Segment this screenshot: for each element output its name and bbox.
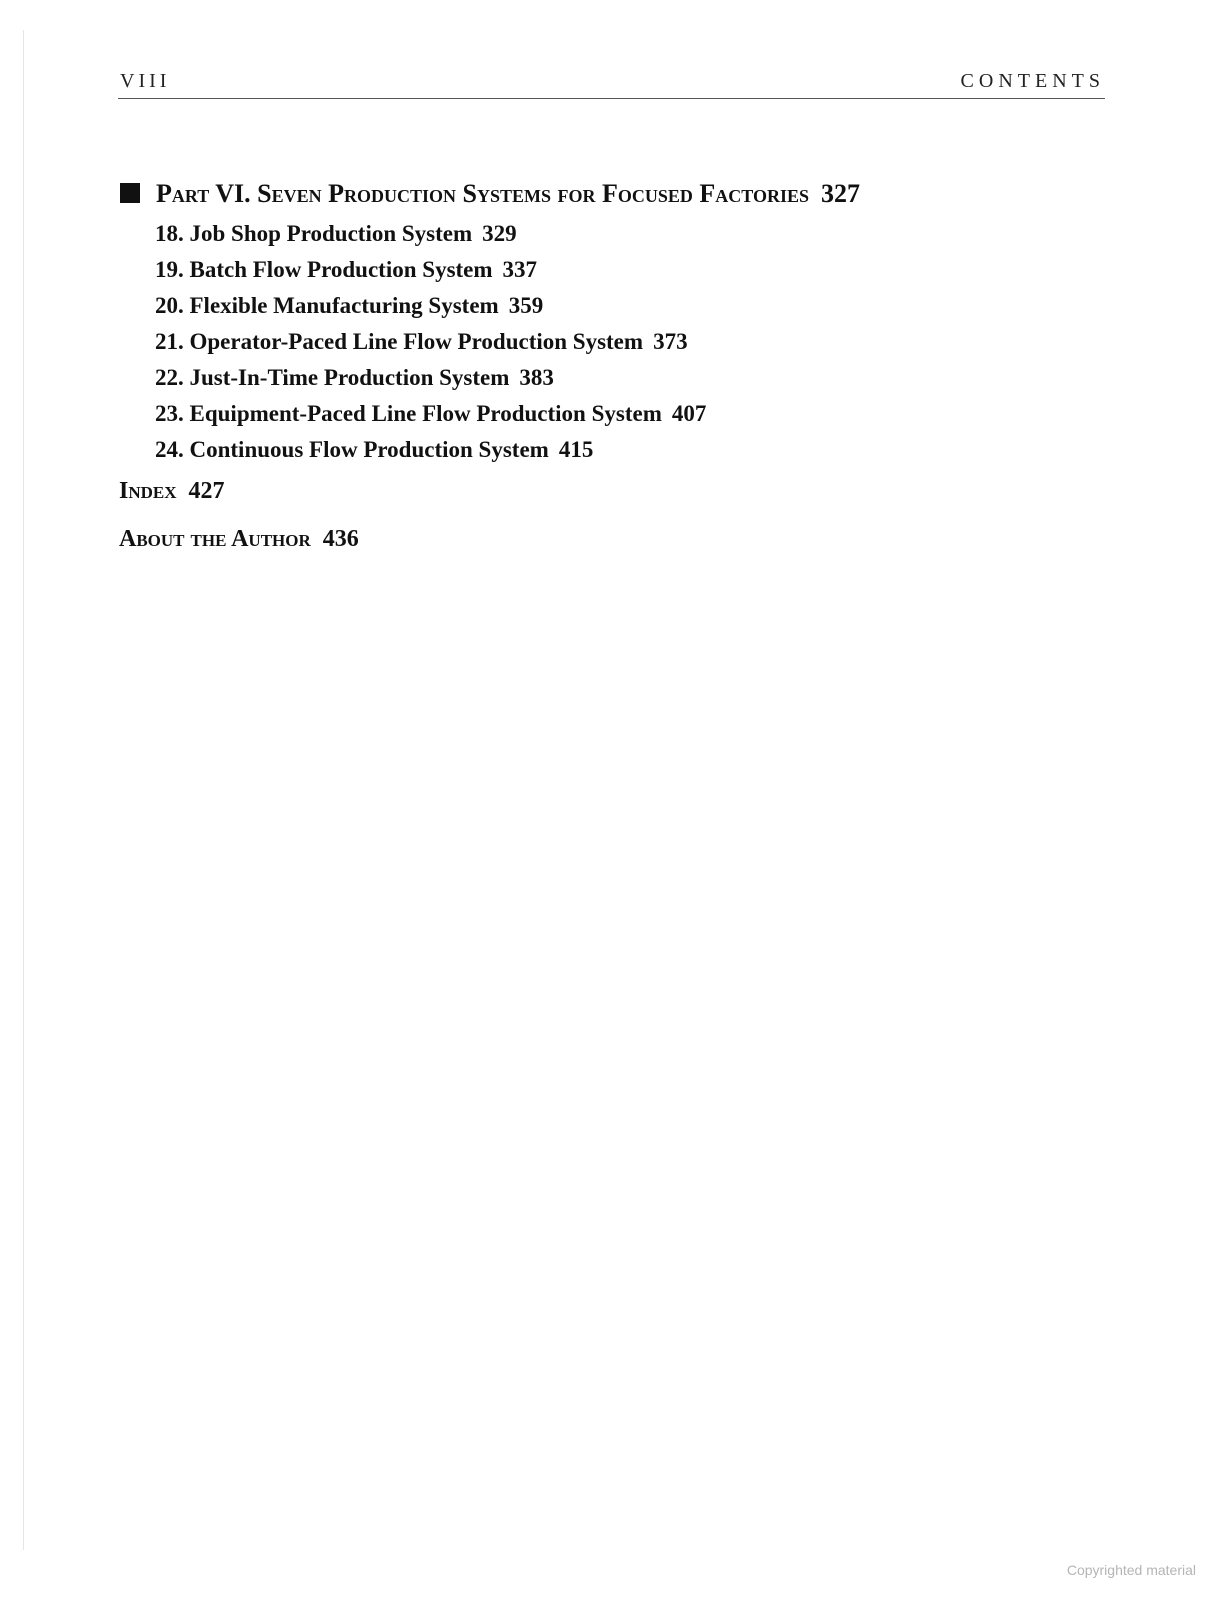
page-number-roman: VIII — [120, 70, 171, 92]
chapter-page-number: 407 — [671, 401, 707, 426]
toc-part-entry[interactable] — [120, 179, 860, 209]
toc-chapter-entry[interactable] — [155, 324, 706, 360]
square-bullet-icon — [120, 183, 140, 203]
index-label: Index — [119, 478, 177, 504]
chapter-list — [155, 216, 706, 468]
chapter-title: 24. Continuous Flow Production System — [155, 437, 549, 462]
toc-chapter-entry[interactable] — [155, 396, 706, 432]
chapter-page-number: 337 — [502, 257, 538, 282]
index-page-number: 427 — [188, 478, 225, 504]
part-title: Part VI. Seven Production Systems for Focused Factories — [156, 179, 809, 208]
copyright-watermark: Copyrighted material — [1066, 1562, 1196, 1578]
chapter-title: 22. Just-In-Time Production System — [155, 365, 510, 390]
chapter-title: 18. Job Shop Production System — [155, 221, 473, 246]
toc-chapter-entry[interactable] — [155, 288, 706, 324]
toc-chapter-entry[interactable] — [155, 432, 706, 468]
running-head — [120, 70, 1105, 100]
toc-chapter-entry[interactable] — [155, 216, 706, 252]
toc-chapter-entry[interactable] — [155, 360, 706, 396]
chapter-page-number: 359 — [508, 293, 544, 318]
about-author-label: About the Author — [119, 526, 311, 552]
chapter-page-number: 373 — [653, 329, 688, 354]
scan-edge-line — [23, 30, 24, 1550]
chapter-title: 23. Equipment-Paced Line Flow Production System — [155, 401, 662, 426]
chapter-page-number: 383 — [519, 365, 554, 390]
chapter-title: 20. Flexible Manufacturing System — [155, 293, 499, 318]
part-page-number: 327 — [821, 179, 860, 208]
running-head-title: CONTENTS — [960, 70, 1105, 92]
about-author-page-number: 436 — [322, 526, 359, 552]
chapter-page-number: 329 — [482, 221, 517, 246]
chapter-title: 19. Batch Flow Production System — [155, 257, 493, 282]
toc-about-author-entry[interactable] — [119, 526, 359, 553]
toc-index-entry[interactable] — [119, 478, 225, 505]
header-divider — [118, 98, 1105, 99]
chapter-title: 21. Operator-Paced Line Flow Production System — [155, 329, 644, 354]
chapter-page-number: 415 — [558, 437, 594, 462]
toc-chapter-entry[interactable] — [155, 252, 706, 288]
